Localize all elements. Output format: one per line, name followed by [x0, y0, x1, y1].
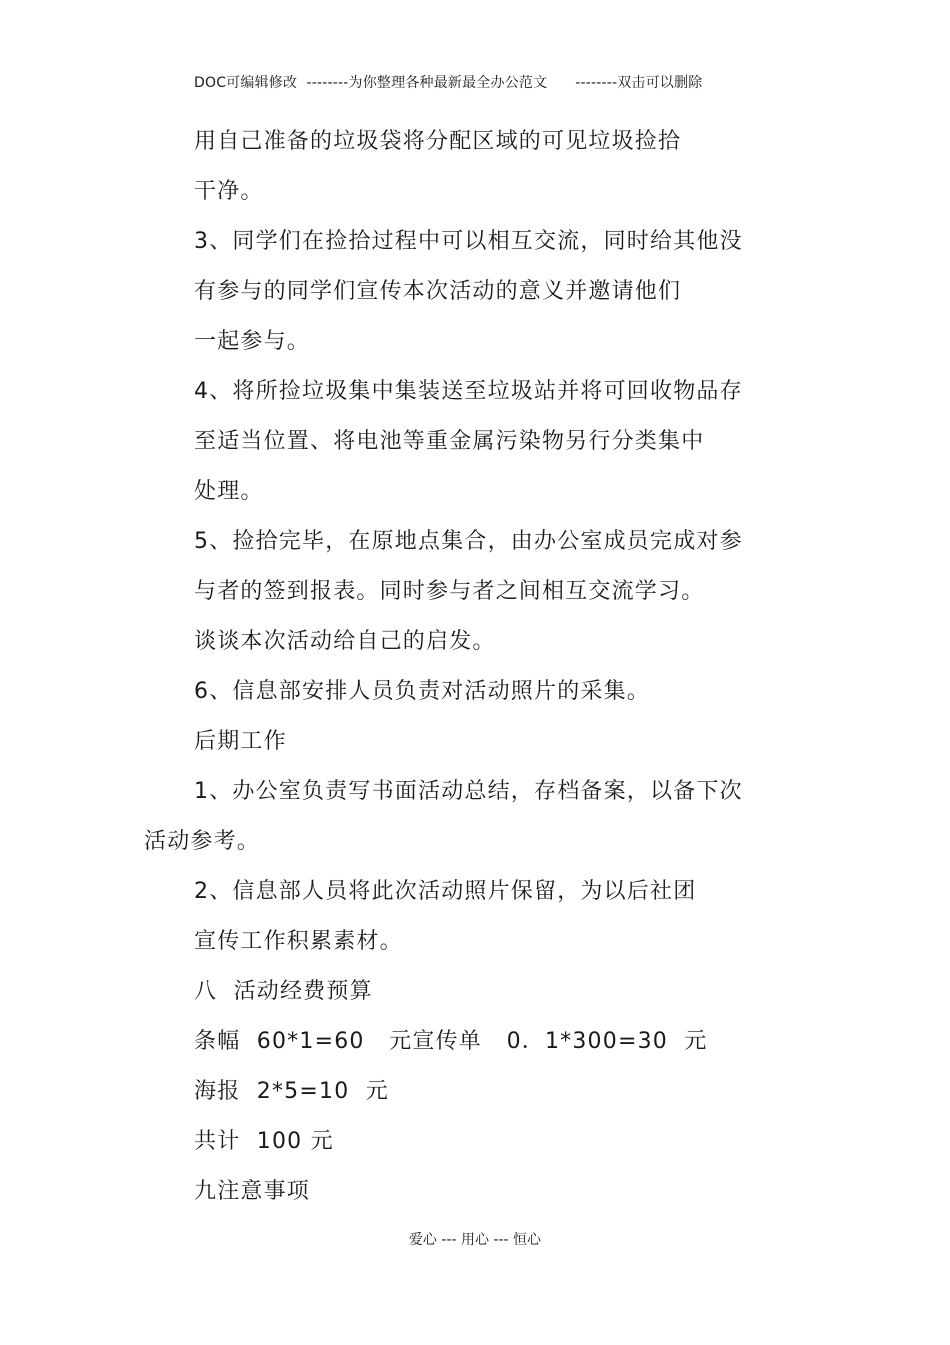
text-line: 有参与的同学们宣传本次活动的意义并邀请他们 — [194, 279, 682, 304]
section-heading: 后期工作 — [194, 729, 287, 754]
text-line: 3、同学们在捡拾过程中可以相互交流，同时给其他没 — [194, 229, 743, 254]
text-line: 宣传工作积累素材。 — [194, 929, 403, 954]
text-line: 与者的签到报表。同时参与者之间相互交流学习。 — [194, 579, 705, 604]
text-line: 4、将所捡垃圾集中集装送至垃圾站并将可回收物品存 — [194, 379, 743, 404]
text-line: 5、捡拾完毕，在原地点集合，由办公室成员完成对参 — [194, 529, 743, 554]
budget-line: 海报 2*5=10 元 — [194, 1079, 389, 1104]
text-line: 6、信息部安排人员负责对活动照片的采集。 — [194, 679, 650, 704]
text-line: 谈谈本次活动给自己的启发。 — [194, 629, 496, 654]
text-line: 处理。 — [194, 479, 264, 504]
section-heading: 九注意事项 — [194, 1179, 311, 1204]
budget-total: 共计 100 元 — [194, 1129, 334, 1154]
budget-line: 条幅 60*1=60 元宣传单 0．1*300=30 元 — [194, 1029, 708, 1054]
page-footer: 爱心 --- 用心 --- 恒心 — [408, 1232, 542, 1248]
page-header: DOC可编辑修改 --------为你整理各种最新最全办公范文 --------双击可以删除 — [194, 75, 703, 91]
text-line: 1、办公室负责写书面活动总结，存档备案，以备下次 — [194, 779, 743, 804]
text-line: 一起参与。 — [194, 329, 311, 354]
text-line: 2、信息部人员将此次活动照片保留，为以后社团 — [194, 879, 697, 904]
text-line: 干净。 — [194, 179, 264, 204]
section-heading: 八 活动经费预算 — [194, 979, 373, 1004]
text-line: 至适当位置、将电池等重金属污染物另行分类集中 — [194, 429, 705, 454]
text-line: 活动参考。 — [144, 829, 261, 854]
text-line: 用自己准备的垃圾袋将分配区域的可见垃圾捡拾 — [194, 129, 682, 154]
